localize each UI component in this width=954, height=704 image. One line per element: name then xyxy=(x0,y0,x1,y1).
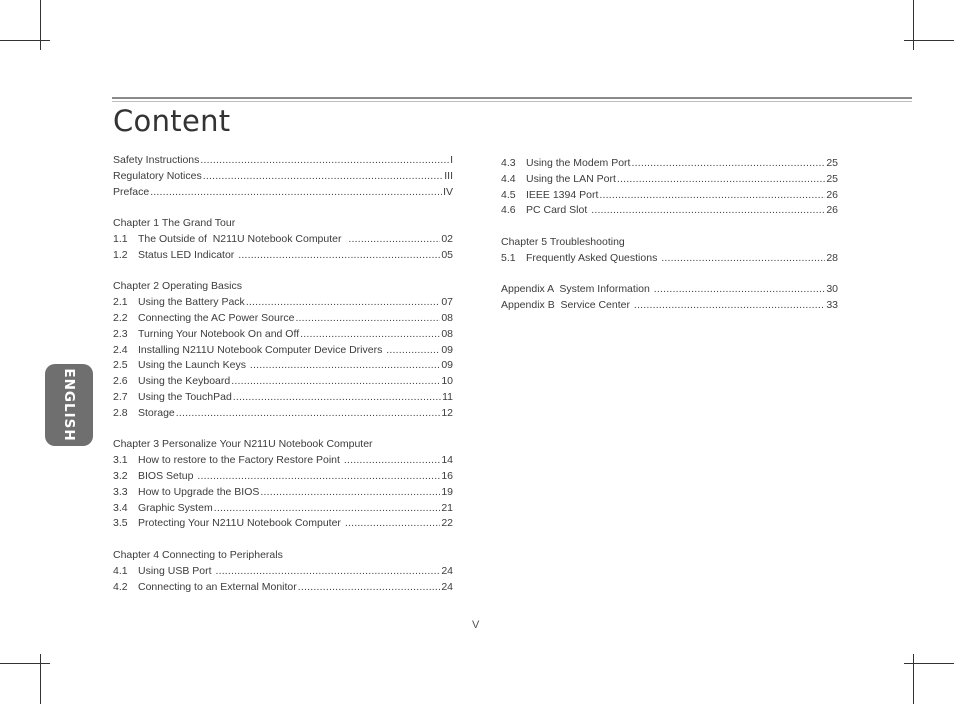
language-tab-label: ENGLISH xyxy=(61,368,77,442)
toc-entry-label: Connecting to an External Monitor xyxy=(138,580,297,593)
toc-chapter-heading: Chapter 5 Troubleshooting xyxy=(501,235,625,248)
toc-dot-leader xyxy=(591,203,825,219)
toc-entry-number: 2.1 xyxy=(113,296,128,309)
language-tab xyxy=(45,364,93,446)
toc-entry[interactable] xyxy=(113,485,453,501)
toc-chapter-heading: Chapter 2 Operating Basics xyxy=(113,280,242,293)
toc-entry-number: 3.1 xyxy=(113,454,128,467)
toc-entry-page: 22 xyxy=(441,517,453,530)
toc-chapter-heading: Chapter 3 Personalize Your N211U Notebook Computer xyxy=(113,438,373,451)
toc-entry-label: Protecting Your N211U Notebook Computer xyxy=(138,517,344,530)
toc-entry-page: 08 xyxy=(441,327,453,340)
toc-entry[interactable] xyxy=(113,469,453,485)
toc-chapter-heading: Chapter 4 Connecting to Peripherals xyxy=(113,548,283,561)
toc-right-column xyxy=(501,156,838,314)
toc-entry-number: 4.1 xyxy=(113,564,128,577)
toc-entry[interactable] xyxy=(501,251,838,267)
toc-entry-label: BIOS Setup xyxy=(138,469,197,482)
toc-entry-number: 2.6 xyxy=(113,375,128,388)
toc-entry-label: Installing N211U Notebook Computer Device Drivers xyxy=(138,343,386,356)
toc-entry-label: How to restore to the Factory Restore Point xyxy=(138,454,343,467)
toc-entry[interactable] xyxy=(113,374,453,390)
toc-spacer xyxy=(501,267,838,283)
page-number: V xyxy=(472,619,480,631)
toc-entry[interactable] xyxy=(113,343,453,359)
toc-entry-label: Status LED Indicator xyxy=(138,248,238,261)
toc-entry-number: 2.2 xyxy=(113,311,128,324)
toc-entry[interactable] xyxy=(113,501,453,517)
toc-entry-label: Using the Modem Port xyxy=(526,157,631,169)
toc-entry-number: 2.5 xyxy=(113,359,128,372)
toc-entry-label: Using the Keyboard xyxy=(138,375,231,388)
toc-dot-leader xyxy=(250,358,440,374)
toc-spacer xyxy=(113,422,453,438)
toc-dot-leader xyxy=(348,232,440,248)
toc-entry-page: IV xyxy=(443,185,453,198)
toc-entry-page: 24 xyxy=(441,580,453,593)
toc-dot-leader xyxy=(176,406,441,422)
toc-entry-number: 4.5 xyxy=(501,188,516,201)
toc-spacer xyxy=(113,532,453,548)
toc-entry-label: Frequently Asked Questions xyxy=(526,251,661,264)
toc-entry-page: 25 xyxy=(826,157,838,169)
toc-entry-label: The Outside of N211U Notebook Computer xyxy=(138,232,348,245)
toc-entry-page: 11 xyxy=(442,390,453,403)
toc-entry-page: III xyxy=(444,169,453,182)
header-rule xyxy=(112,97,912,99)
toc-entry-label: Appendix A System Information xyxy=(501,283,653,296)
toc-entry-page: 33 xyxy=(826,299,838,312)
toc-entry-number: 1.2 xyxy=(113,248,128,261)
toc-entry-label: Using the Launch Keys xyxy=(138,359,249,372)
toc-entry-page: 30 xyxy=(826,283,838,296)
toc-entry-page: 28 xyxy=(826,251,838,264)
toc-entry[interactable] xyxy=(113,232,453,248)
toc-dot-leader xyxy=(386,343,440,359)
toc-dot-leader xyxy=(599,188,825,204)
toc-entry[interactable] xyxy=(113,516,453,532)
toc-entry-label: Using the Battery Pack xyxy=(138,296,245,309)
toc-dot-leader xyxy=(344,453,440,469)
toc-entry-number: 2.4 xyxy=(113,343,128,356)
toc-entry-label: Safety Instructions xyxy=(113,154,200,166)
toc-dot-leader xyxy=(231,374,440,390)
toc-entry-page: 25 xyxy=(826,172,838,185)
toc-entry[interactable] xyxy=(501,203,838,219)
toc-entry-label: Using USB Port xyxy=(138,564,215,577)
toc-entry[interactable] xyxy=(113,185,453,201)
toc-entry-page: 09 xyxy=(441,343,453,356)
toc-entry[interactable] xyxy=(113,580,453,596)
toc-dot-leader xyxy=(617,172,825,188)
toc-entry-page: 10 xyxy=(441,375,453,388)
toc-entry[interactable] xyxy=(113,453,453,469)
toc-entry[interactable] xyxy=(113,327,453,343)
toc-entry-label: PC Card Slot xyxy=(526,204,591,217)
toc-dot-leader xyxy=(150,185,442,201)
toc-entry[interactable] xyxy=(113,564,453,580)
toc-dot-leader xyxy=(238,248,440,264)
toc-entry-number: 4.6 xyxy=(501,204,516,217)
toc-entry-number: 5.1 xyxy=(501,251,516,264)
toc-dot-leader xyxy=(246,295,441,311)
toc-entry-label: Preface xyxy=(113,185,150,198)
toc-entry-page: 12 xyxy=(441,406,453,419)
toc-dot-leader xyxy=(197,469,440,485)
toc-entry[interactable] xyxy=(501,298,838,314)
toc-dot-leader xyxy=(203,169,444,185)
toc-entry-label: How to Upgrade the BIOS xyxy=(138,485,260,498)
toc-entry-number: 3.5 xyxy=(113,517,128,530)
toc-entry[interactable] xyxy=(113,358,453,374)
toc-entry[interactable] xyxy=(113,390,453,406)
toc-entry[interactable] xyxy=(113,295,453,311)
toc-entry-label: Using the LAN Port xyxy=(526,172,616,185)
toc-entry[interactable] xyxy=(113,169,453,185)
toc-entry-label: Using the TouchPad xyxy=(138,390,232,403)
toc-entry-page: 21 xyxy=(441,501,453,514)
toc-entry-page: 26 xyxy=(826,204,838,217)
toc-left-column xyxy=(113,153,453,595)
toc-entry-page: 07 xyxy=(441,296,453,309)
toc-entry-number: 3.4 xyxy=(113,501,128,514)
toc-dot-leader xyxy=(260,485,440,501)
toc-entry-page: 19 xyxy=(441,485,453,498)
toc-dot-leader xyxy=(298,580,441,596)
toc-entry-label: Turning Your Notebook On and Off xyxy=(138,327,300,340)
toc-entry[interactable] xyxy=(113,406,453,422)
toc-entry-number: 3.2 xyxy=(113,469,128,482)
toc-entry-number: 1.1 xyxy=(113,232,128,245)
toc-entry-page: 24 xyxy=(441,564,453,577)
toc-dot-leader xyxy=(300,327,440,343)
toc-entry[interactable] xyxy=(501,188,838,204)
toc-entry-number: 4.3 xyxy=(501,157,516,169)
toc-entry-page: 05 xyxy=(441,248,453,261)
toc-entry-page: 16 xyxy=(441,469,453,482)
toc-chapter-heading: Chapter 1 The Grand Tour xyxy=(113,217,236,230)
toc-dot-leader xyxy=(345,516,440,532)
toc-dot-leader xyxy=(634,298,825,314)
toc-entry-number: 3.3 xyxy=(113,485,128,498)
toc-entry-number: 2.7 xyxy=(113,390,128,403)
toc-spacer xyxy=(113,264,453,280)
toc-entry-label: Graphic System xyxy=(138,501,213,514)
toc-dot-leader xyxy=(214,501,441,517)
toc-entry-number: 4.4 xyxy=(501,172,516,185)
toc-entry[interactable] xyxy=(501,172,838,188)
toc-entry-label: Connecting the AC Power Source xyxy=(138,311,295,324)
toc-entry-page: 26 xyxy=(826,188,838,201)
toc-entry[interactable] xyxy=(501,282,838,298)
page-title: Content xyxy=(113,104,231,138)
toc-entry-number: 2.3 xyxy=(113,327,128,340)
toc-spacer xyxy=(113,200,453,216)
toc-entry[interactable] xyxy=(501,156,838,172)
toc-entry-number: 4.2 xyxy=(113,580,128,593)
toc-entry-page: 09 xyxy=(441,359,453,372)
toc-dot-leader xyxy=(661,251,825,267)
header-rule-thin xyxy=(112,101,912,102)
toc-entry-page: I xyxy=(450,154,453,166)
toc-entry-label: Appendix B Service Center xyxy=(501,299,633,312)
toc-dot-leader xyxy=(233,390,441,406)
toc-entry-label: Regulatory Notices xyxy=(113,169,202,182)
toc-entry-page: 14 xyxy=(441,454,453,467)
toc-entry[interactable] xyxy=(113,153,453,169)
toc-dot-leader xyxy=(295,311,440,327)
toc-entry-page: 02 xyxy=(441,232,453,245)
toc-spacer xyxy=(501,219,838,235)
toc-entry-label: IEEE 1394 Port xyxy=(526,188,599,201)
toc-entry-label: Storage xyxy=(138,406,175,419)
toc-dot-leader xyxy=(654,282,826,298)
toc-entry-number: 2.8 xyxy=(113,406,128,419)
toc-entry[interactable] xyxy=(113,248,453,264)
toc-dot-leader xyxy=(200,153,449,169)
toc-dot-leader xyxy=(215,564,440,580)
toc-dot-leader xyxy=(631,156,825,172)
toc-entry[interactable] xyxy=(113,311,453,327)
toc-entry-page: 08 xyxy=(441,311,453,324)
